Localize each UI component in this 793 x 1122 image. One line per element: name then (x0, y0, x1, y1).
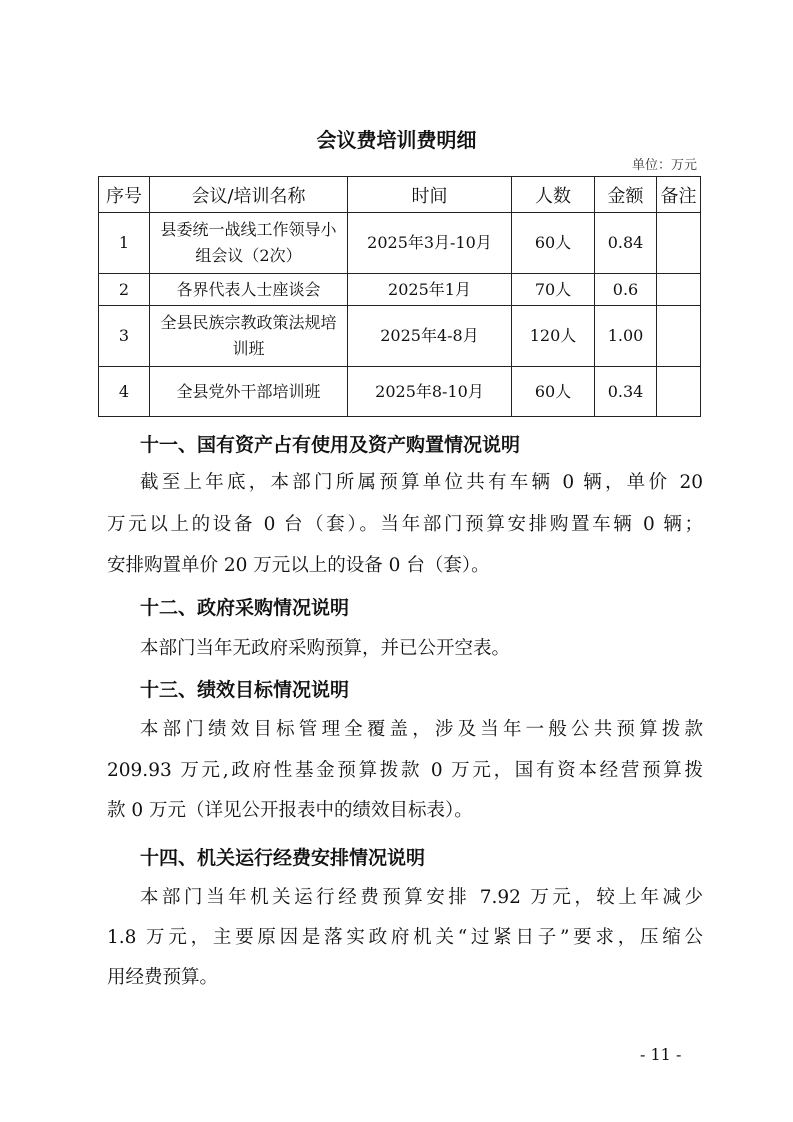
cell-people: 60人 (512, 213, 595, 274)
cell-amount: 0.34 (595, 367, 657, 417)
paragraph-line: 1.8 万元，主要原因是落实政府机关“过紧日子”要求，压缩公 (107, 927, 703, 948)
table-row (99, 367, 701, 417)
cell-no: 4 (99, 367, 150, 417)
section-heading: 十四、机关运行经费安排情况说明 (140, 847, 426, 869)
header-note: 备注 (657, 177, 701, 213)
paragraph-line: 本部门当年无政府采购预算，并已公开空表。 (140, 638, 511, 659)
paragraph-line: 本部门绩效目标管理全覆盖，涉及当年一般公共预算拨款 (140, 719, 703, 740)
header-amount: 金额 (595, 177, 657, 213)
cell-amount: 0.84 (595, 213, 657, 274)
cell-people: 70人 (512, 274, 595, 306)
paragraph-line: 本部门当年机关运行经费预算安排 7.92 万元，较上年减少 (140, 887, 703, 908)
header-people: 人数 (512, 177, 595, 213)
cell-time: 2025年8-10月 (348, 367, 512, 417)
table-header-row (99, 177, 701, 213)
header-no: 序号 (99, 177, 150, 213)
cell-amount: 1.00 (595, 306, 657, 367)
table-row (99, 274, 701, 306)
table-row (99, 213, 701, 274)
table-row (99, 306, 701, 367)
cell-name: 全县民族宗教政策法规培训班 (150, 306, 348, 367)
cell-name: 各界代表人士座谈会 (150, 274, 348, 306)
cell-name: 全县党外干部培训班 (150, 367, 348, 417)
cell-note (657, 306, 701, 367)
cell-time: 2025年4-8月 (348, 306, 512, 367)
paragraph-line: 款 0 万元（详见公开报表中的绩效目标表）。 (107, 800, 473, 821)
cell-people: 60人 (512, 367, 595, 417)
meeting-training-fee-table (98, 176, 701, 417)
cell-time: 2025年1月 (348, 274, 512, 306)
table-title: 会议费培训费明细 (316, 128, 477, 152)
paragraph-line: 截至上年底，本部门所属预算单位共有车辆 0 辆，单价 20 (140, 472, 703, 493)
cell-name: 县委统一战线工作领导小组会议（2次） (150, 213, 348, 274)
cell-note (657, 367, 701, 417)
cell-amount: 0.6 (595, 274, 657, 306)
cell-no: 2 (99, 274, 150, 306)
section-heading: 十三、绩效目标情况说明 (140, 679, 350, 701)
cell-note (657, 213, 701, 274)
paragraph-line: 万元以上的设备 0 台（套）。当年部门预算安排购置车辆 0 辆； (107, 514, 703, 535)
cell-no: 1 (99, 213, 150, 274)
unit-label: 单位：万元 (631, 158, 697, 173)
paragraph-line: 209.93 万元,政府性基金预算拨款 0 万元，国有资本经营预算拨 (107, 760, 703, 781)
section-heading: 十二、政府采购情况说明 (140, 597, 350, 619)
paragraph-line: 用经费预算。 (107, 967, 219, 988)
cell-time: 2025年3月-10月 (348, 213, 512, 274)
header-time: 时间 (348, 177, 512, 213)
cell-people: 120人 (512, 306, 595, 367)
page-number: - 11 - (640, 1045, 682, 1064)
cell-no: 3 (99, 306, 150, 367)
section-heading: 十一、国有资产占有使用及资产购置情况说明 (140, 434, 521, 456)
paragraph-line: 安排购置单价 20 万元以上的设备 0 台（套）。 (107, 555, 490, 576)
header-name: 会议/培训名称 (150, 177, 348, 213)
cell-note (657, 274, 701, 306)
